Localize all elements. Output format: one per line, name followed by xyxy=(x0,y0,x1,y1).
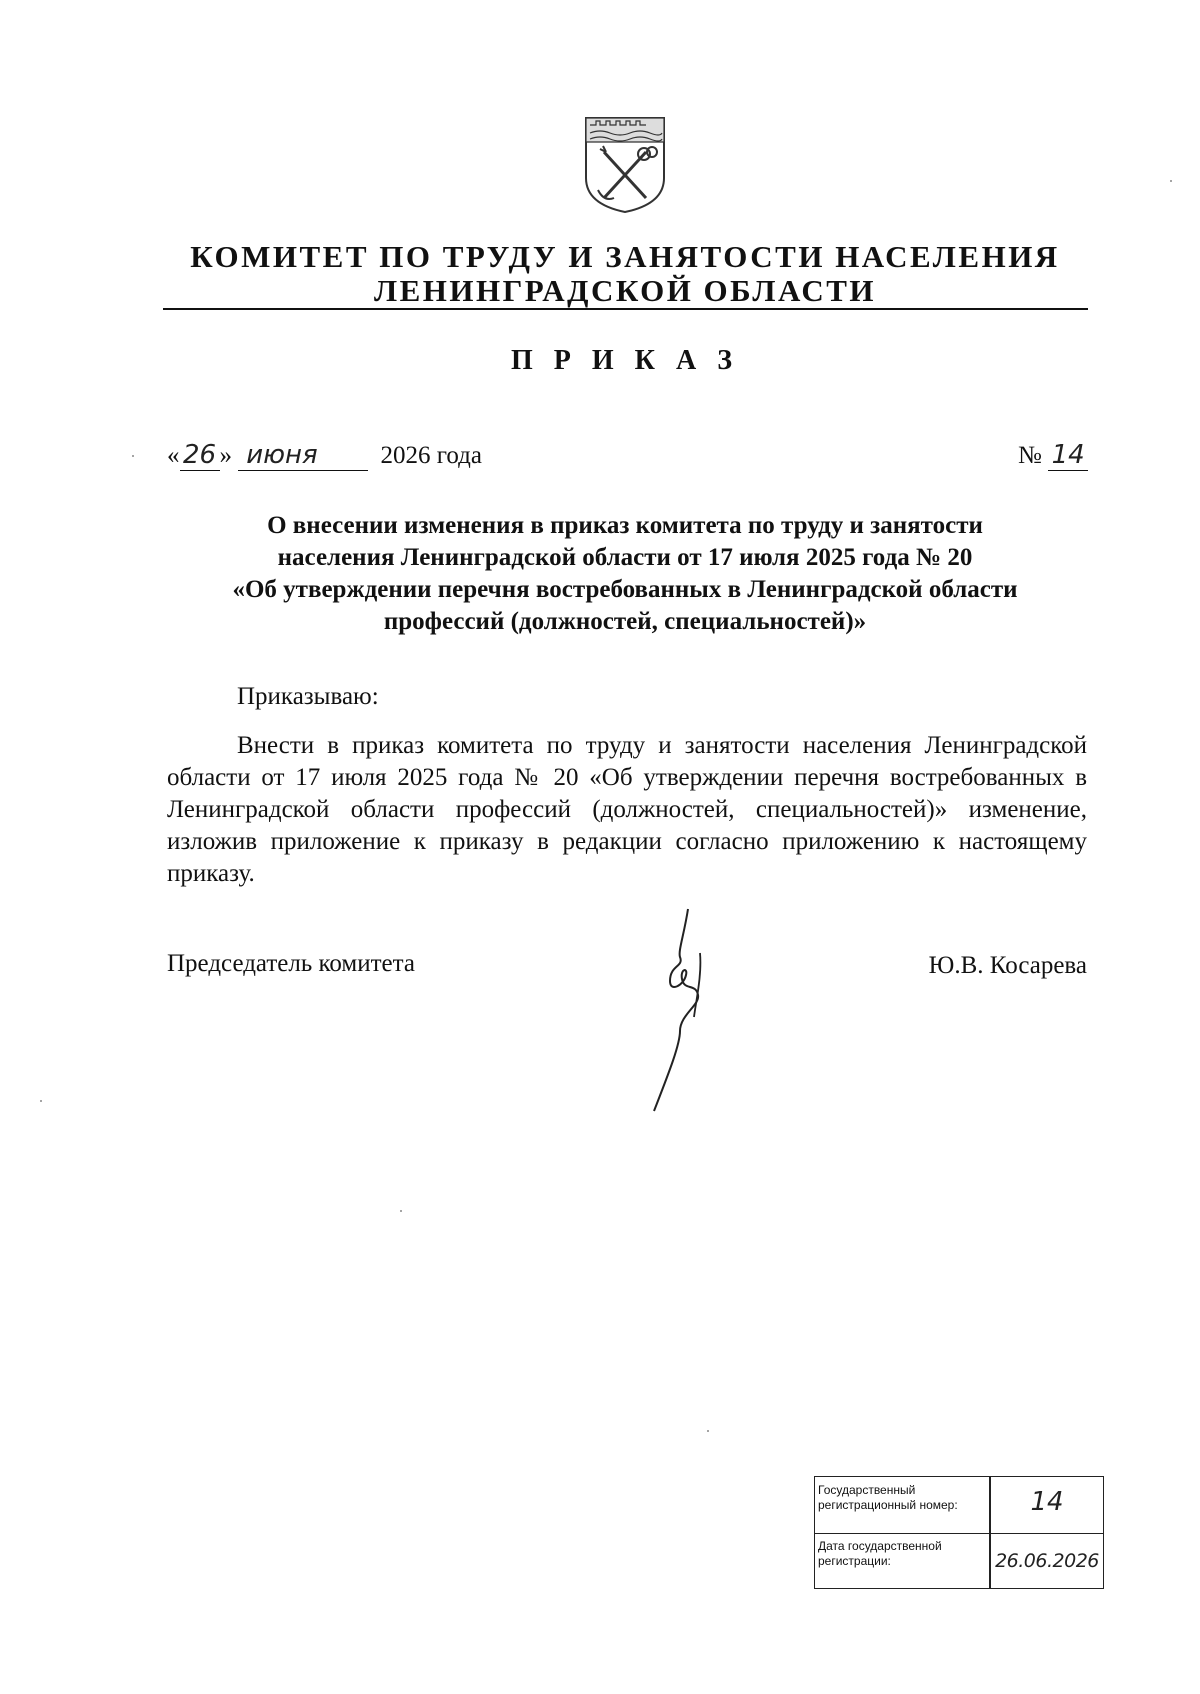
order-number-label: № xyxy=(1018,442,1042,469)
document-type-title: П Р И К А З xyxy=(511,345,739,376)
committee-name-line2: ЛЕНИНГРАДСКОЙ ОБЛАСТИ xyxy=(373,273,877,308)
order-number-value: 14 xyxy=(1048,440,1088,471)
order-body-paragraph: Внести в приказ комитета по труду и занятости населения Ленинградской области от 17 июля 2025 года № 20 «Об утверждении перечня востребованных в Ленинградской области профессий (должностей, специальностей)» изменение, изложив приложение к приказу в редакции согласно приложению к настоящему приказу. xyxy=(167,732,1087,887)
registration-number-value: 14 xyxy=(1030,1487,1064,1517)
date-month: июня xyxy=(238,440,368,471)
order-number xyxy=(1018,440,1088,471)
registration-date-value: 26.06.2026 xyxy=(995,1550,1099,1572)
registration-date-label: Дата государственной регистрации: xyxy=(818,1539,942,1568)
order-date xyxy=(167,440,482,471)
header-divider xyxy=(163,308,1088,310)
registration-number-row xyxy=(815,1477,1103,1534)
date-close-quote: » xyxy=(219,442,232,469)
date-day: 26 xyxy=(180,440,220,471)
order-heading-line2: населения Ленинградской области от 17 июля 2025 года № 20 xyxy=(277,544,973,571)
scan-speck xyxy=(40,1100,42,1102)
order-directive: Приказываю: xyxy=(237,683,379,710)
registration-number-label: Государственный регистрационный номер: xyxy=(818,1483,958,1512)
registration-date-row xyxy=(815,1533,1103,1589)
scan-speck xyxy=(132,455,134,457)
scan-speck xyxy=(1170,180,1172,182)
order-heading-line3: «Об утверждении перечня востребованных в Ленинградской области xyxy=(232,576,1018,603)
scan-speck xyxy=(400,1210,402,1212)
handwritten-signature-icon xyxy=(640,905,730,1115)
committee-name xyxy=(160,240,1090,308)
date-open-quote: « xyxy=(167,442,180,469)
signatory-name: Ю.В. Косарева xyxy=(928,952,1087,979)
date-year: 2026 года xyxy=(380,442,482,469)
order-heading-line1: О внесении изменения в приказ комитета по труду и занятости xyxy=(267,512,983,539)
leningrad-oblast-coat-of-arms-icon xyxy=(580,112,670,216)
signatory-position: Председатель комитета xyxy=(167,950,415,977)
committee-name-line1: КОМИТЕТ ПО ТРУДУ И ЗАНЯТОСТИ НАСЕЛЕНИЯ xyxy=(190,239,1060,274)
order-heading-line4: профессий (должностей, специальностей)» xyxy=(383,608,867,635)
registration-stamp xyxy=(814,1476,1104,1589)
order-heading xyxy=(160,510,1090,638)
scan-speck xyxy=(707,1430,709,1432)
